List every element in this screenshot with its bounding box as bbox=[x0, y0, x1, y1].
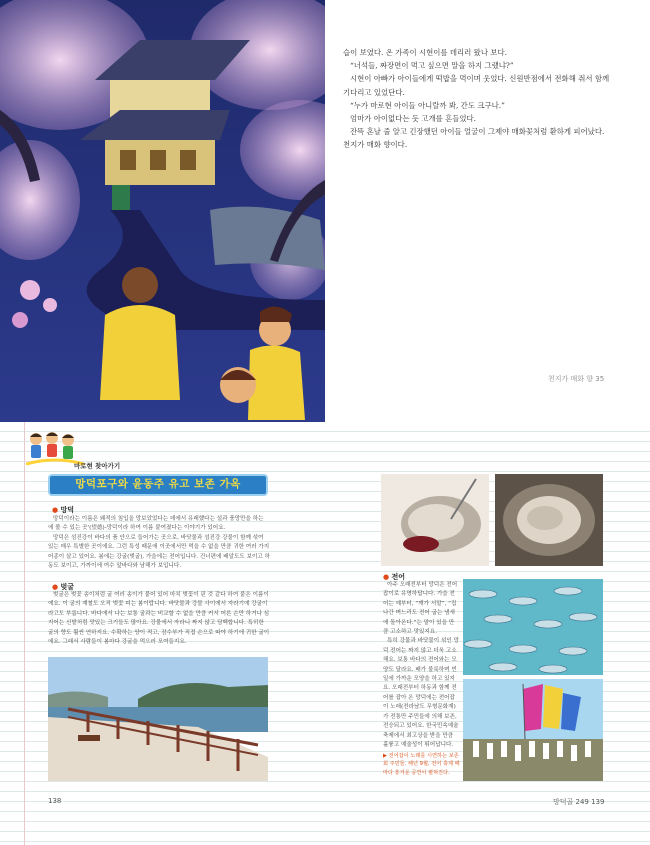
bitgul-heading-text: 벚굴 bbox=[60, 583, 75, 591]
jeoneo-paragraph: 아주 오래전부터 망덕은 전어잡이로 유명하답니다. 가을 전어는 예부터, “깨가 서말”, “집 나간 며느리도 전어 굽는 냄새에 돌아온다.”는 말이 있을 만큼 고소하고 맛있지요. bbox=[383, 582, 458, 636]
oyster-photo-2 bbox=[495, 474, 603, 566]
page-number-right: 망덕골 249 139 bbox=[553, 798, 605, 806]
bitgul-body bbox=[48, 591, 270, 647]
mangdeok-body bbox=[48, 515, 270, 571]
story-paragraph: 시현이 아빠가 아이들에게 떡밥을 먹이며 웃었다. 신원반점에서 전화해 줘서 함께 기다리고 있었단다. bbox=[343, 74, 610, 97]
story-illustration bbox=[0, 0, 325, 422]
photo-caption: ▶ 전어잡이 노래를 시연하는 보존 회 주민들. 해년 9월, 전어 축제 때마다 흥겨운 공연이 펼쳐진다. bbox=[383, 753, 460, 776]
jeoneo-body bbox=[383, 581, 459, 750]
jeoneo-heading-text: 전어 bbox=[391, 573, 406, 581]
jeoneo-paragraph: 특히 강물과 바닷물이 섞인 망덕 전어는 짜지 않고 더욱 고소해요. 보통 바다의 전어와는 모양도 달라요. 배가 불룩하며 빈일에 가까운 모양을 하고 있지요. 오래전부터 하동과 함께 전어를 잡아 온 망덕에는 전어잡이 노래(전라남도 무형문화재)가 전통만 주민들에 의해 보존, 전승되고 있어요. 한국민속예술축제에서 최고상을 받을 만큼 훌륭고 예술성이 뛰어납니다. bbox=[383, 638, 459, 748]
bullet-icon: ● bbox=[383, 573, 390, 581]
feature-title: 망덕포구와 윤동주 유고 보존 가옥 bbox=[75, 478, 241, 490]
story-paragraph: “누가 마로현 아이들 아니랄까 봐, 간도 크구나.” bbox=[350, 100, 505, 110]
story-paragraph: 잔뜩 혼날 줄 알고 긴장했던 아이들 얼굴이 그제야 매화꽃처럼 환하게 피어났다. 천지가 매화 향이다. bbox=[343, 127, 605, 150]
festival-photo bbox=[463, 679, 603, 781]
story-paragraph: 습이 보였다. 온 가족이 시현이를 데리러 왔나 보다. bbox=[343, 48, 507, 57]
mangdeok-paragraph: 망덕이라는 이름은 왜적의 침입을 망보았었다는 데에서 유래했다는 설과 풍망만을 하는 에 볼 수 있는 곳'(望德)-망덕이라 하여 이름 붙여졌다는 이야기가 있어요. bbox=[48, 516, 264, 532]
harbor-dock-photo bbox=[48, 657, 268, 781]
bullet-icon: ● bbox=[52, 506, 59, 514]
mangdeok-paragraph: 망덕은 섬진강이 바다의 품 안으로 들어가는 곳으로, 바닷물과 섬진강 강물이 함께 섞여 있는 매우 특별한 곳이에요. 그런 특성 때문에 이곳에서만 먹을 수 없을 만큼 귀한 여러 가지 어종이 살고 있어요. 봄에는 강굴(벚굴), 가을에는 전어입니다. 건너편에 배알도도 보이고 하동도 보이고, 가까이에 여수 앞바다와 남해가 보입니다. bbox=[48, 534, 271, 570]
fish-photo bbox=[463, 579, 603, 675]
story-paragraph: 엄마가 아이없다는 듯 고개를 흔들었다. bbox=[350, 114, 476, 124]
bitgul-paragraph: 벚굴은 벚꽃 송이처럼 굴 여러 송이가 붙어 있어 마치 벚꽃이 핀 것 같다 하여 붙은 이름이에요. 이 굴의 재철도 오직 벚꽃 피는 봄이랍니다. 바닷물과 강물 사이에서 자라기에 강굴이라고도 부릅니다. 바다에서 나는 보통 굴과는 비교할 수 없을 만큼 커서 어른 손만 하거나 심지어는 신발처럼 맛있는 크기들도 많아요. 강물에서 자라니 짜지 않고 담백합니다. 특히한 굴의 향도 훨씬 연하지요. 수확하는 양이 적고, 잠수부가 직접 손으로 따야 하기에 귀한 굴이에요. 그래서 사람들이 봄마다 강굴을 먹으러 모여들지요. bbox=[48, 592, 270, 646]
story-folio: 천지가 매화 향 35 bbox=[548, 375, 605, 383]
section-label: 마로현 찾아가기 bbox=[74, 462, 121, 470]
mangdeok-heading-text: 망덕 bbox=[60, 506, 75, 514]
notebook-margin-line bbox=[0, 422, 25, 845]
story-text bbox=[343, 46, 613, 152]
bullet-icon: ● bbox=[52, 583, 59, 591]
mangdeok-heading bbox=[52, 505, 74, 515]
oyster-photo-1 bbox=[381, 474, 489, 566]
story-paragraph: “너석들, 짜장면이 먹고 싶으면 말을 하지 그랬냐?” bbox=[350, 61, 514, 71]
page-number-left: 138 bbox=[48, 797, 62, 805]
